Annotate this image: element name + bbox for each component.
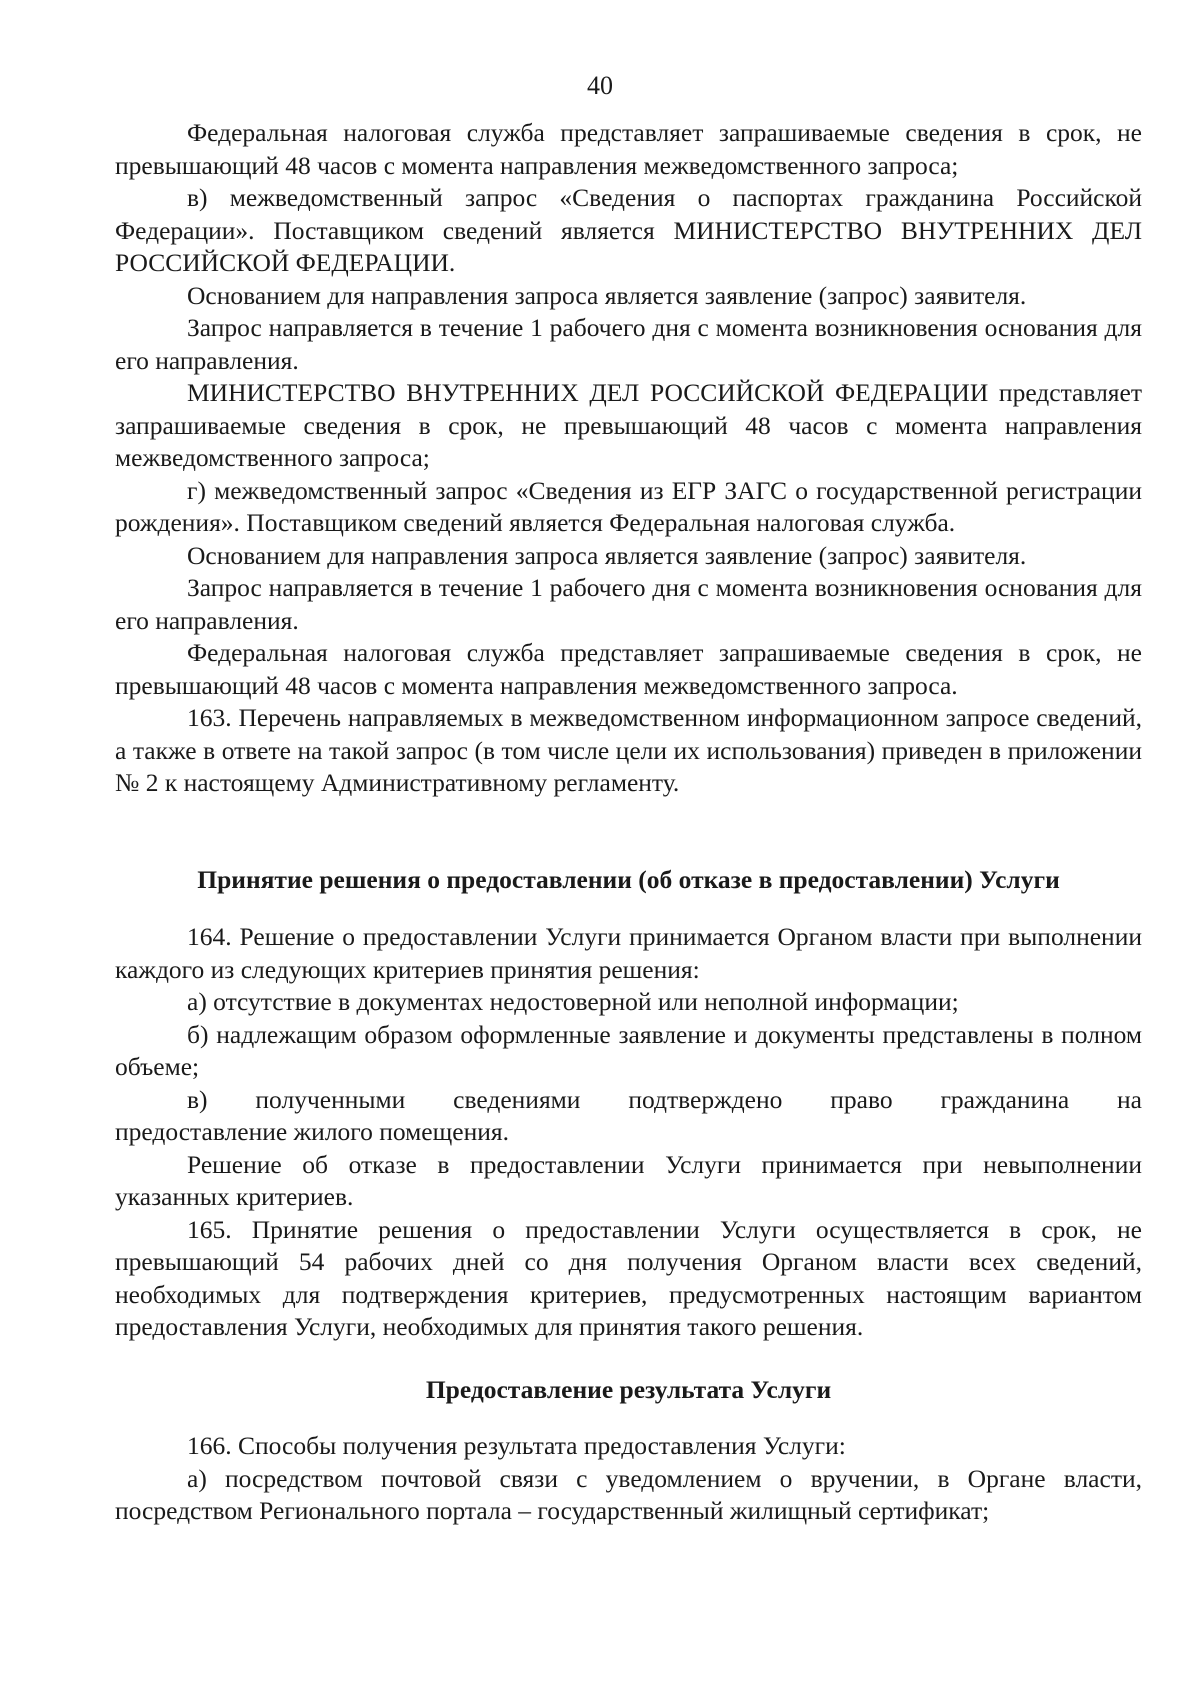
paragraph: МИНИСТЕРСТВО ВНУТРЕННИХ ДЕЛ РОССИЙСКОЙ ФЕДЕРАЦИИ представляет запрашиваемые сведения в срок, не превышающий 48 часов с момента направления межведомственного запроса; (115, 378, 1142, 472)
paragraph: Решение об отказе в предоставлении Услуги принимается при невыполнении указанных критериев. (115, 1149, 1142, 1211)
paragraph: 166. Способы получения результата предоставления Услуги: (187, 1431, 846, 1460)
page-number: 40 (587, 71, 613, 100)
paragraph: б) надлежащим образом оформленные заявление и документы представлены в полном объеме; (115, 1019, 1142, 1081)
paragraph: г) межведомственный запрос «Сведения из ЕГР ЗАГС о государственной регистрации рождения». Поставщиком сведений является Федеральная налоговая служба. (115, 475, 1142, 537)
paragraph: а) отсутствие в документах недостоверной или неполной информации; (187, 987, 959, 1016)
paragraph: 163. Перечень направляемых в межведомственном информационном запросе сведений, а также в ответе на такой запрос (в том числе цели их использования) приведен в приложении № 2 к настоящему Административному регламенту. (115, 703, 1142, 797)
paragraph: в) межведомственный запрос «Сведения о паспортах гражданина Российской Федерации». Поставщиком сведений является МИНИСТЕРСТВО ВНУТРЕННИХ ДЕЛ РОССИЙСКОЙ ФЕДЕРАЦИИ. (115, 183, 1142, 277)
paragraph: 164. Решение о предоставлении Услуги принимается Органом власти при выполнении каждого из следующих критериев принятия решения: (115, 922, 1142, 984)
paragraph: 165. Принятие решения о предоставлении Услуги осуществляется в срок, не превышающий 54 рабочих дней со дня получения Органом власти всех сведений, необходимых для подтверждения критериев, предусмотренных настоящим вариантом предоставления Услуги, необходимых для принятия такого решения. (115, 1214, 1142, 1341)
paragraph-continuation: предоставление жилого помещения. (115, 1117, 509, 1146)
paragraph: Запрос направляется в течение 1 рабочего дня с момента возникновения основания для его направления. (115, 313, 1142, 375)
section-heading: Принятие решения о предоставлении (об отказе в предоставлении) Услуги (197, 865, 1060, 894)
paragraph: Федеральная налоговая служба представляет запрашиваемые сведения в срок, не превышающий 48 часов с момента направления межведомственного запроса. (115, 638, 1142, 700)
body-text-result (115, 1430, 1142, 1528)
paragraph: Основанием для направления запроса является заявление (запрос) заявителя. (187, 540, 1027, 570)
paragraph: в) полученными сведениями подтверждено право гражданина на (187, 1084, 1142, 1114)
paragraph: Запрос направляется в течение 1 рабочего дня с момента возникновения основания для его направления. (115, 573, 1142, 635)
paragraph: Основанием для направления запроса является заявление (запрос) заявителя. (187, 280, 1027, 310)
body-text-decision (115, 921, 1142, 1344)
paragraph: Федеральная налоговая служба представляет запрашиваемые сведения в срок, не превышающий 48 часов с момента направления межведомственного запроса; (115, 118, 1142, 180)
body-text-top (115, 117, 1142, 800)
section-heading: Предоставление результата Услуги (425, 1375, 832, 1404)
paragraph: а) посредством почтовой связи с уведомлением о вручении, в Органе власти, посредством Регионального портала – государственный жилищный сертификат; (115, 1463, 1142, 1525)
